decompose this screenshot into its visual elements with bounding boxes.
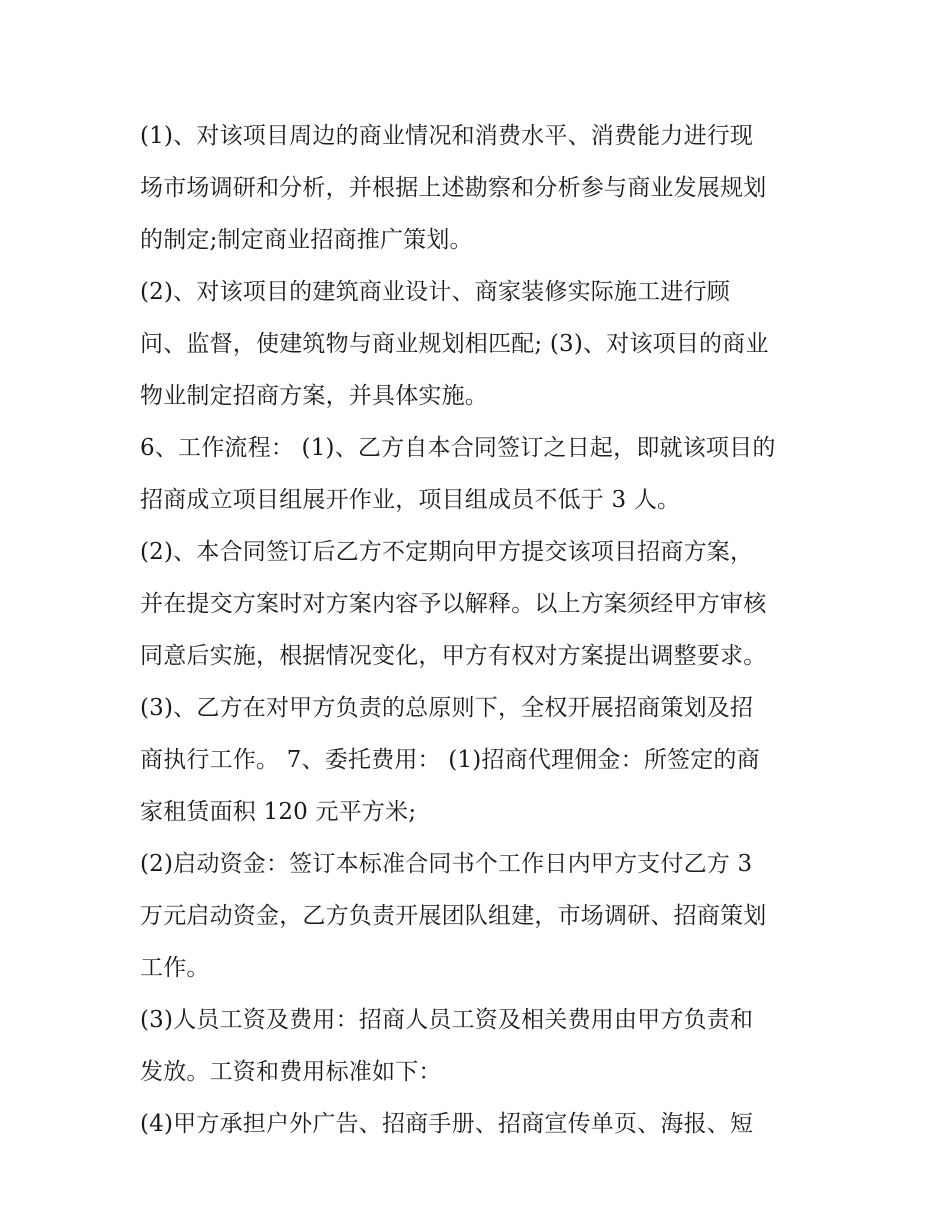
text-line: (1)、对该项目周边的商业情况和消费水平、消费能力进行现 [140,123,754,149]
text-line: 家租赁面积 120 元平方米; [140,799,417,825]
text-line: 招商成立项目组展开作业，项目组成员不低于 3 人。 [140,487,681,513]
text-line: (3)人员工资及费用：招商人员工资及相关费用由甲方负责和 [140,1007,754,1033]
text-line: 6、工作流程： (1)、乙方自本合同签订之日起，即就该项目的 [140,435,776,461]
text-line: 场市场调研和分析，并根据上述勘察和分析参与商业发展规划 [140,175,767,201]
text-line: 问、监督，使建筑物与商业规划相匹配; (3)、对该项目的商业 [140,331,769,357]
text-line: 发放。工资和费用标准如下： [140,1059,442,1085]
text-line: (3)、乙方在对甲方负责的总原则下，全权开展招商策划及招 [140,695,754,721]
text-line: 同意后实施，根据情况变化，甲方有权对方案提出调整要求。 [140,643,767,669]
text-line: (2)启动资金：签订本标准合同书个工作日内甲方支付乙方 3 [140,851,753,877]
text-line: 商执行工作。 7、委托费用： (1)招商代理佣金：所签定的商 [140,747,760,773]
text-line: (2)、对该项目的建筑商业设计、商家装修实际施工进行顾 [140,279,730,305]
text-line: 的制定;制定商业招商推广策划。 [140,227,473,253]
text-line: 万元启动资金，乙方负责开展团队组建，市场调研、招商策划 [140,903,767,929]
text-line: 并在提交方案时对方案内容予以解释。以上方案须经甲方审核 [140,591,767,617]
text-line: 物业制定招商方案，并具体实施。 [140,383,488,409]
document-body [140,110,820,1150]
text-line: (4)甲方承担户外广告、招商手册、招商宣传单页、海报、短 [140,1111,754,1137]
text-line: 工作。 [140,955,210,981]
text-line: (2)、本合同签订后乙方不定期向甲方提交该项目招商方案， [140,539,754,565]
